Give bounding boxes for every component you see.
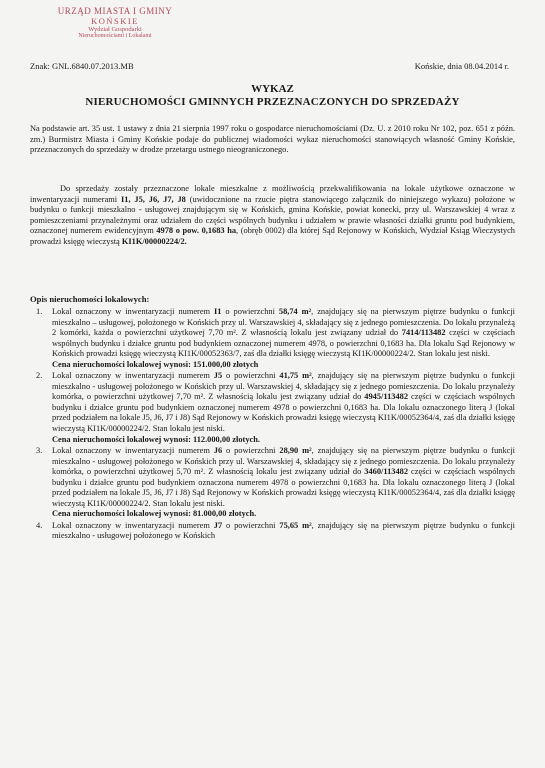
office-stamp (40, 6, 190, 39)
property-list (30, 307, 515, 542)
sale-text-e: , (obręb 0002) dla której Sąd Rejonowy w Końskich, Wydział Ksiąg Wieczystych prowadzi księgę wieczystą (30, 226, 515, 246)
item-text: , znajdujący się na pierwszym piętrze budynku o funkcji mieszkalno - usługowej położonego w Końskich przy ul. Warszawskiej 4, składający się z jednego pomieszczenia. Do lokalu przynależy komórka, o powierzchni użytkowej 7,70 m². Z własnością lokalu jest związany udział do (52, 371, 516, 402)
item-id: J6 (213, 446, 223, 456)
document-subtitle: NIERUCHOMOŚCI GMINNYCH PRZEZNACZONYCH DO SPRZEDAŻY (85, 96, 460, 108)
list-item (30, 446, 515, 520)
land-register-number: KI1K/00000224/2. (121, 236, 187, 246)
item-text: Lokal oznaczony w inwentaryzacji numerem (52, 446, 214, 456)
list-item (30, 307, 515, 370)
list-item (30, 521, 515, 542)
item-number: 3. (36, 446, 43, 456)
stamp-line-4: Nieruchomościami i Lokalami (78, 33, 152, 39)
parcel-info: 4978 o pow. 0,1683 ha (156, 226, 237, 236)
stamp-line-3: Wydział Gospodarki (88, 26, 142, 33)
item-share: 7414/113482 (401, 328, 446, 338)
item-price: Cena nieruchomości lokalowej wynosi: 151.000,00 złotych (52, 359, 259, 369)
item-text: części w częściach wspólnych budynku i działce gruntu pod budynkiem oznaczonej numerem 4978 o powierzchni 0,1683 ha. Dla lokalu oznaczonego literą J (lokal przed podziałem na lokale J5, J6, J7 i J8) Sąd Rejonowy w Końskich prowadzi księgę wieczystą KI1K/00052364/4, zaś dla działki księgę wieczystą KI1K/00000224/2. Stan lokalu jest niski. (52, 392, 515, 434)
item-id: J7 (213, 520, 223, 530)
item-text: o powierzchni (222, 371, 280, 381)
item-id: J5 (213, 371, 223, 381)
item-share: 4945/113482 (364, 392, 409, 402)
item-area: 58,74 m² (278, 307, 312, 316)
item-text: Lokal oznaczony w inwentaryzacji numerem (52, 371, 214, 381)
place-date: Końskie, dnia 08.04.2014 r. (414, 61, 509, 71)
item-id: I1 (214, 307, 222, 316)
item-text: części w częściach wspólnych budynku i działce gruntu pod budynkiem oznaczona numerem 4978 o powierzchni 0,1683 ha. Dla lokalu oznaczonego literą J (lokal przed podziałem na lokale J5, J6, J7 i J8) Sąd Rejonowy w Końskich prowadzi księgę wieczystą KI1K/00052364/4, zaś dla działki księgę wieczystą KI1K/00000224/2. Stan lokalu jest niski. (52, 467, 515, 508)
sale-paragraph (30, 184, 515, 248)
item-area: 41,75 m² (279, 371, 312, 381)
list-item (30, 371, 515, 445)
item-text: o powierzchni (221, 307, 279, 316)
item-text: Lokal oznaczony w inwentaryzacji numerem (52, 307, 215, 316)
item-price: Cena nieruchomości lokalowej wynosi: 81.000,00 złotych. (52, 509, 257, 519)
item-share: 3460/113482 (364, 467, 409, 477)
item-number: 2. (36, 371, 43, 381)
item-number: 4. (36, 520, 43, 530)
unit-numbers: I1, J5, J6, J7, J8 (121, 194, 186, 204)
item-number: 1. (36, 307, 43, 316)
item-area: 28,90 m² (279, 446, 312, 456)
document-title: WYKAZ (251, 83, 294, 95)
stamp-line-1: URZĄD MIASTA I GMINY (57, 6, 173, 16)
item-text: , znajdujący się na pierwszym piętrze budynku o funkcji mieszkalno - usługowej położonego w Końskich (52, 520, 516, 541)
item-text: o powierzchni (222, 446, 280, 456)
item-text: części w częściach wspólnych budynku i działce gruntu pod budynkiem oznaczonej numerem 4978, o powierzchni 0,1683 ha. Dla lokalu Sąd Rejonowy w Końskich prowadzi księgę wieczystą KI1K/00052363/7, zaś dla działki księgę wieczystą KI1K/00000224/2. Stan lokalu jest niski. (52, 328, 515, 359)
stamp-line-2: KOŃSKIE (91, 16, 139, 26)
sale-text-a: Do sprzedaży zostały przeznaczone lokale mieszkalne z możliwością przekwalifikowania na lokale użytkowe oznaczone w inwentaryzacji numerami (30, 184, 515, 204)
item-text: , znajdujący się na pierwszym piętrze budynku o funkcji mieszkalno – usługowej, położonego w Końskich przy ul. Warszawskiej 4, składający się z jednego pomieszczenia. Do lokalu przynależą 2 komórki, każda o powierzchni użytkowej 7,70 m². Z własnością lokalu jest związany udział do (52, 307, 515, 338)
item-text: , znajdujący się na pierwszym piętrze budynku o funkcji mieszkalno - usługowej położonego w Końskich przy ul. Warszawskiej 4, składający się z jednego pomieszczenia. Do lokalu przynależy komórka, o powierzchni użytkowej 5,70 m². Z własnością lokalu jest związany udział do (52, 446, 516, 477)
reference-number: Znak: GNL.6840.07.2013.MB (30, 61, 134, 71)
item-price: Cena nieruchomości lokalowej wynosi: 112.000,00 złotych. (52, 434, 260, 444)
item-text: o powierzchni (222, 520, 280, 530)
item-area: 75,65 m² (279, 520, 312, 530)
section-title: Opis nieruchomości lokalowych: (30, 294, 150, 304)
intro-paragraph: Na podstawie art. 35 ust. 1 ustawy z dnia 21 sierpnia 1997 roku o gospodarce nieruchomościami (Dz. U. z 2010 roku Nr 102, poz. 651 z późn. zm.) Burmistrz Miasta i Gminy Końskie podaje do publicznej wiadomości wykaz nieruchomości stanowiących własność Gminy Końskie, przeznaczonych do sprzedaży w drodze przetargu ustnego nieograniczonego. (30, 124, 515, 155)
sale-text-c: (uwidocznione na rzucie piętra stanowiącego załącznik do niniejszego wykazu) położone w budynku o funkcji mieszkalno - usługowej znajdującym się w Końskich, gmina Końskie, powiat konecki, przy ul. Warszawskiej 4 wraz z pomieszczeniami przynależnymi oraz udziałem do części wspólnych budynku i udziałem w prawie własności działki gruntu pod budynkiem, oznaczonej numerem ewidencyjnym (30, 194, 516, 236)
item-text: Lokal oznaczony w inwentaryzacji numerem (52, 520, 214, 530)
